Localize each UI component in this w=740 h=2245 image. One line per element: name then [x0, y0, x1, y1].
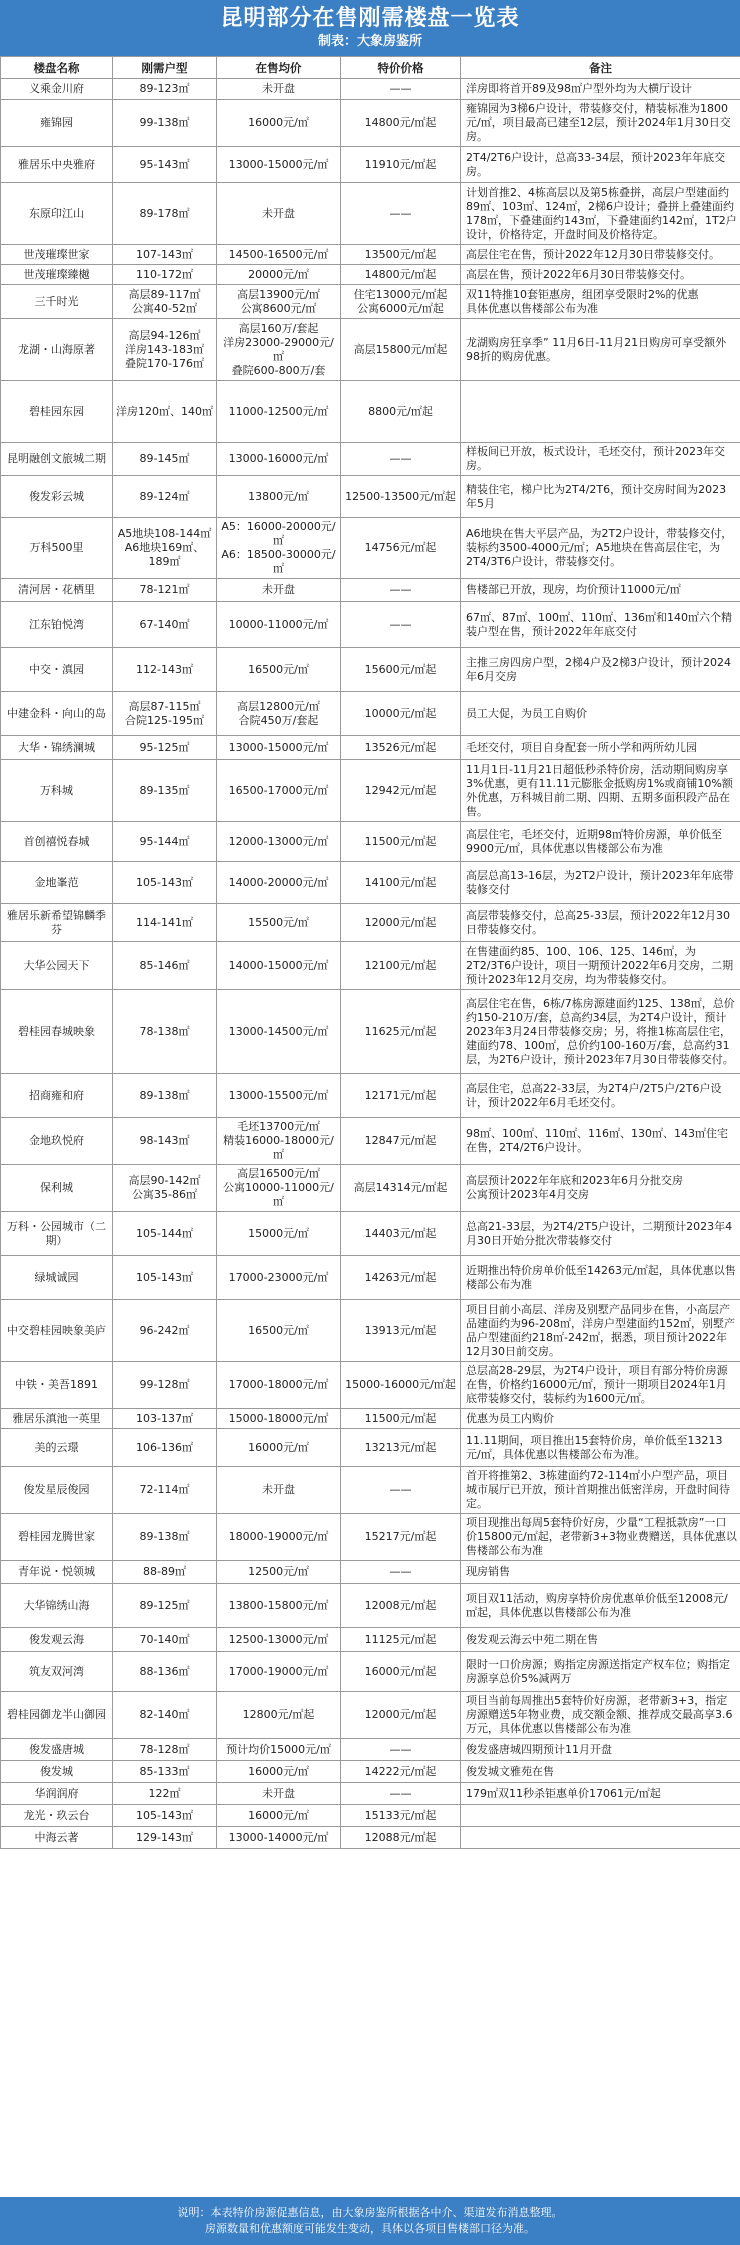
- avg-price-cell: 高层12800元/㎡ 合院450万/套起: [217, 692, 341, 736]
- unit-type-cell: 70-140㎡: [113, 1628, 217, 1652]
- table-row: [1, 518, 740, 579]
- avg-price-cell: 17000-23000元/㎡: [217, 1256, 341, 1300]
- special-price-cell: ——: [341, 1467, 461, 1514]
- table-row: [1, 476, 740, 518]
- unit-type-cell: 88-89㎡: [113, 1561, 217, 1584]
- table-row: [1, 602, 740, 648]
- unit-type-cell: 114-141㎡: [113, 904, 217, 942]
- column-header-name: 楼盘名称: [1, 57, 113, 79]
- note-cell: 项目现推出每周5套特价好房，少量“工程抵款房”一口价15800元/㎡起，老带新3+3物业费赠送，具体优惠以售楼部公布为准: [461, 1514, 740, 1561]
- special-price-cell: 12100元/㎡起: [341, 942, 461, 990]
- property-name-cell: 美的云璟: [1, 1429, 113, 1467]
- avg-price-cell: 12500元/㎡: [217, 1561, 341, 1584]
- avg-price-cell: 16500元/㎡: [217, 1300, 341, 1362]
- unit-type-cell: 98-143㎡: [113, 1118, 217, 1165]
- unit-type-cell: 89-138㎡: [113, 1514, 217, 1561]
- property-name-cell: 雅居乐滇池一英里: [1, 1409, 113, 1429]
- table-row: [1, 736, 740, 760]
- table-row: [1, 990, 740, 1074]
- property-name-cell: 碧桂园龙腾世家: [1, 1514, 113, 1561]
- avg-price-cell: 13000-14000元/㎡: [217, 1827, 341, 1849]
- avg-price-cell: 14000-20000元/㎡: [217, 862, 341, 904]
- table-row: [1, 1761, 740, 1783]
- special-price-cell: 14800元/㎡起: [341, 100, 461, 147]
- table-row: [1, 760, 740, 822]
- property-name-cell: 招商雍和府: [1, 1074, 113, 1118]
- special-price-cell: ——: [341, 183, 461, 245]
- unit-type-cell: 89-135㎡: [113, 760, 217, 822]
- special-price-cell: 11625元/㎡起: [341, 990, 461, 1074]
- special-price-cell: 住宅13000元/㎡起 公寓6000元/㎡起: [341, 285, 461, 319]
- unit-type-cell: 洋房120㎡、140㎡: [113, 381, 217, 443]
- special-price-cell: ——: [341, 1783, 461, 1805]
- property-name-cell: 万科・公园城市（二期）: [1, 1212, 113, 1256]
- unit-type-cell: 99-138㎡: [113, 100, 217, 147]
- special-price-cell: 14800元/㎡起: [341, 265, 461, 285]
- note-cell: 总高21-33层，为2T4/2T5户设计，二期预计2023年4月30日开始分批次带装修交付: [461, 1212, 740, 1256]
- special-price-cell: 高层15800元/㎡起: [341, 319, 461, 381]
- avg-price-cell: 12000-13000元/㎡: [217, 822, 341, 862]
- special-price-cell: ——: [341, 1561, 461, 1584]
- property-name-cell: 筑友双河湾: [1, 1652, 113, 1692]
- special-price-cell: 14756元/㎡起: [341, 518, 461, 579]
- avg-price-cell: 12500-13000元/㎡: [217, 1628, 341, 1652]
- note-cell: 俊发盛唐城四期预计11月开盘: [461, 1739, 740, 1761]
- unit-type-cell: 88-136㎡: [113, 1652, 217, 1692]
- property-name-cell: 雅居乐新希望锦麟季芬: [1, 904, 113, 942]
- property-name-cell: 中铁・美吾1891: [1, 1362, 113, 1409]
- property-name-cell: 大华锦绣山海: [1, 1584, 113, 1628]
- note-cell: 总层高28-29层，为2T4户设计，项目有部分特价房源在售，价格约16000元/㎡，预计一期项目2024年1月底带装修交付，装标约为1600元/㎡。: [461, 1362, 740, 1409]
- special-price-cell: 10000元/㎡起: [341, 692, 461, 736]
- table-row: [1, 79, 740, 100]
- table-row: [1, 1652, 740, 1692]
- unit-type-cell: 105-143㎡: [113, 1805, 217, 1827]
- note-cell: 售楼部已开放，现房，均价预计11000元/㎡: [461, 579, 740, 602]
- avg-price-cell: 13000-15000元/㎡: [217, 147, 341, 183]
- table-body: [1, 79, 740, 1849]
- table-row: [1, 1692, 740, 1739]
- special-price-cell: ——: [341, 602, 461, 648]
- property-name-cell: 中交碧桂园映象美庐: [1, 1300, 113, 1362]
- table-row: [1, 245, 740, 265]
- avg-price-cell: 13800元/㎡: [217, 476, 341, 518]
- property-name-cell: 大华・锦绣澜城: [1, 736, 113, 760]
- unit-type-cell: 89-125㎡: [113, 1584, 217, 1628]
- note-cell: 项目当前每周推出5套特价好房源，老带新3+3，指定房源赠送5年物业费，成交额金额、推荐成交最高享3.6万元，具体优惠以售楼部公布为准: [461, 1692, 740, 1739]
- unit-type-cell: 129-143㎡: [113, 1827, 217, 1849]
- note-cell: 在售建面约85、100、106、125、146㎡，为2T2/3T6户设计，项目一期预计2022年6月交房，二期预计2023年12月交房，均为带装修交付。: [461, 942, 740, 990]
- note-cell: 龙湖购房狂享季” 11月6日-11月21日购房可享受额外98折的购房优惠。: [461, 319, 740, 381]
- avg-price-cell: 16000元/㎡: [217, 1429, 341, 1467]
- avg-price-cell: A5：16000-20000元/㎡ A6：18500-30000元/㎡: [217, 518, 341, 579]
- avg-price-cell: 16500元/㎡: [217, 648, 341, 692]
- note-cell: 雍锦园为3梯6户设计，带装修交付，精装标准为1800元/㎡，项目最高已建至12层，预计2024年1月30日交房。: [461, 100, 740, 147]
- unit-type-cell: 78-128㎡: [113, 1739, 217, 1761]
- avg-price-cell: 17000-19000元/㎡: [217, 1652, 341, 1692]
- unit-type-cell: 89-145㎡: [113, 443, 217, 476]
- unit-type-cell: 89-138㎡: [113, 1074, 217, 1118]
- note-cell: 98㎡、100㎡、110㎡、116㎡、130㎡、143㎡住宅在售，2T4/2T6户设计。: [461, 1118, 740, 1165]
- property-name-cell: 世茂璀璨臻樾: [1, 265, 113, 285]
- note-cell: [461, 381, 740, 443]
- table-header-row: [1, 57, 740, 79]
- avg-price-cell: 15000元/㎡: [217, 1212, 341, 1256]
- column-header-special-price: 特价价格: [341, 57, 461, 79]
- special-price-cell: ——: [341, 579, 461, 602]
- note-cell: 精装住宅，梯户比为2T4/2T6，预计交房时间为2023年5月: [461, 476, 740, 518]
- note-cell: 高层住宅在售，6栋/7栋房源建面约125、138㎡，总价约150-210万/套，总高约34层，为2T4户设计，预计2023年3月24日带装修交房；另，将推1栋高层住宅，建面约78、100㎡，总价约100-160万/套，总高约31层，为2T6户设计，预计2023年7月30日带装修交付。: [461, 990, 740, 1074]
- table-row: [1, 692, 740, 736]
- special-price-cell: 高层14314元/㎡起: [341, 1165, 461, 1212]
- unit-type-cell: 107-143㎡: [113, 245, 217, 265]
- property-name-cell: 中建金科・向山的岛: [1, 692, 113, 736]
- unit-type-cell: 72-114㎡: [113, 1467, 217, 1514]
- property-name-cell: 龙湖・山海原著: [1, 319, 113, 381]
- unit-type-cell: 99-128㎡: [113, 1362, 217, 1409]
- avg-price-cell: 16000元/㎡: [217, 100, 341, 147]
- note-cell: A6地块在售大平层产品，为2T2户设计，带装修交付，装标约3500-4000元/㎡；A5地块在售高层住宅，为2T4/3T6户设计，带装修交付。: [461, 518, 740, 579]
- special-price-cell: 12171元/㎡起: [341, 1074, 461, 1118]
- special-price-cell: 13913元/㎡起: [341, 1300, 461, 1362]
- unit-type-cell: 67-140㎡: [113, 602, 217, 648]
- unit-type-cell: 110-172㎡: [113, 265, 217, 285]
- property-name-cell: 俊发城: [1, 1761, 113, 1783]
- property-name-cell: 雍锦园: [1, 100, 113, 147]
- special-price-cell: 11125元/㎡起: [341, 1628, 461, 1652]
- note-cell: 高层带装修交付，总高25-33层，预计2022年12月30日带装修交付。: [461, 904, 740, 942]
- special-price-cell: 13526元/㎡起: [341, 736, 461, 760]
- table-row: [1, 1165, 740, 1212]
- property-name-cell: 昆明融创文旅城二期: [1, 443, 113, 476]
- table-row: [1, 1074, 740, 1118]
- special-price-cell: ——: [341, 443, 461, 476]
- unit-type-cell: 95-144㎡: [113, 822, 217, 862]
- note-cell: 主推三房四房户型，2梯4户及2梯3户设计，预计2024年6月交房: [461, 648, 740, 692]
- special-price-cell: 15133元/㎡起: [341, 1805, 461, 1827]
- property-name-cell: 龙光・玖云台: [1, 1805, 113, 1827]
- unit-type-cell: 78-121㎡: [113, 579, 217, 602]
- table-row: [1, 1827, 740, 1849]
- unit-type-cell: 85-133㎡: [113, 1761, 217, 1783]
- unit-type-cell: 96-242㎡: [113, 1300, 217, 1362]
- avg-price-cell: 13000-15500元/㎡: [217, 1074, 341, 1118]
- table-row: [1, 1467, 740, 1514]
- property-name-cell: 绿城诚园: [1, 1256, 113, 1300]
- avg-price-cell: 15500元/㎡: [217, 904, 341, 942]
- special-price-cell: 14263元/㎡起: [341, 1256, 461, 1300]
- table-row: [1, 579, 740, 602]
- avg-price-cell: 未开盘: [217, 1783, 341, 1805]
- table-row: [1, 1118, 740, 1165]
- special-price-cell: 12500-13500元/㎡起: [341, 476, 461, 518]
- note-cell: [461, 1827, 740, 1849]
- unit-type-cell: 103-137㎡: [113, 1409, 217, 1429]
- special-price-cell: ——: [341, 1739, 461, 1761]
- special-price-cell: 12847元/㎡起: [341, 1118, 461, 1165]
- special-price-cell: 8800元/㎡起: [341, 381, 461, 443]
- note-cell: 毛坯交付，项目自身配套一所小学和两所幼儿园: [461, 736, 740, 760]
- property-name-cell: 青年说・悦领城: [1, 1561, 113, 1584]
- avg-price-cell: 13800-15800元/㎡: [217, 1584, 341, 1628]
- note-cell: 高层住宅，总高22-33层，为2T4户/2T5户/2T6户设计，预计2022年6月毛坯交付。: [461, 1074, 740, 1118]
- avg-price-cell: 未开盘: [217, 579, 341, 602]
- table-row: [1, 319, 740, 381]
- unit-type-cell: 106-136㎡: [113, 1429, 217, 1467]
- avg-price-cell: 预计均价15000元/㎡: [217, 1739, 341, 1761]
- note-cell: 现房销售: [461, 1561, 740, 1584]
- unit-type-cell: 高层94-126㎡ 洋房143-183㎡ 叠院170-176㎡: [113, 319, 217, 381]
- note-cell: 洋房即将首开89及98㎡户型外均为大横厅设计: [461, 79, 740, 100]
- unit-type-cell: 105-143㎡: [113, 1256, 217, 1300]
- column-header-type: 刚需户型: [113, 57, 217, 79]
- avg-price-cell: 20000元/㎡: [217, 265, 341, 285]
- table-row: [1, 265, 740, 285]
- property-name-cell: 义乘金川府: [1, 79, 113, 100]
- table-row: [1, 942, 740, 990]
- table-row: [1, 1584, 740, 1628]
- property-name-cell: 金地玖悦府: [1, 1118, 113, 1165]
- note-cell: 179㎡双11秒杀钜惠单价17061元/㎡起: [461, 1783, 740, 1805]
- special-price-cell: 12942元/㎡起: [341, 760, 461, 822]
- column-header-avg-price: 在售均价: [217, 57, 341, 79]
- column-header-note: 备注: [461, 57, 740, 79]
- note-cell: [461, 1805, 740, 1827]
- table-row: [1, 100, 740, 147]
- note-cell: 俊发观云海云中苑二期在售: [461, 1628, 740, 1652]
- footer-note-2: 房源数量和优惠额度可能发生变动，具体以各项目售楼部口径为准。: [205, 2222, 535, 2235]
- table-row: [1, 822, 740, 862]
- table-row: [1, 1409, 740, 1429]
- special-price-cell: 13213元/㎡起: [341, 1429, 461, 1467]
- table-row: [1, 1805, 740, 1827]
- note-cell: 项目双11活动，购房享特价房优惠单价低至12008元/㎡起，具体优惠以售楼部公布为准: [461, 1584, 740, 1628]
- unit-type-cell: A5地块108-144㎡ A6地块169㎡、189㎡: [113, 518, 217, 579]
- special-price-cell: 14100元/㎡起: [341, 862, 461, 904]
- special-price-cell: 14222元/㎡起: [341, 1761, 461, 1783]
- avg-price-cell: 10000-11000元/㎡: [217, 602, 341, 648]
- avg-price-cell: 15000-18000元/㎡: [217, 1409, 341, 1429]
- table-row: [1, 862, 740, 904]
- avg-price-cell: 16000元/㎡: [217, 1761, 341, 1783]
- note-cell: 11.11期间，项目推出15套特价房，单价低至13213元/㎡，具体优惠以售楼部公布为准。: [461, 1429, 740, 1467]
- property-table: [0, 56, 740, 1849]
- avg-price-cell: 11000-12500元/㎡: [217, 381, 341, 443]
- special-price-cell: 12088元/㎡起: [341, 1827, 461, 1849]
- note-cell: 计划首推2、4栋高层以及第5栋叠拼，高层户型建面约89㎡、103㎡、124㎡，2梯6户设计；叠拼上叠建面约178㎡，下叠建面约143㎡，下叠建面约142㎡，1T2户设计，价格待定，开盘时间及价格待定。: [461, 183, 740, 245]
- page-subtitle: 制表：大象房鉴所: [317, 34, 422, 49]
- avg-price-cell: 未开盘: [217, 183, 341, 245]
- note-cell: 11月1日-11月21日超低秒杀特价房，活动期间购房享3%优惠，更有11.11元膨胀金抵购房1%或商铺10%额外优惠，万科城目前二期、四期、五期多面积段产品在售。: [461, 760, 740, 822]
- note-cell: 67㎡、87㎡、100㎡、110㎡、136㎡和140㎡六个精装户型在售，预计2022年年底交付: [461, 602, 740, 648]
- avg-price-cell: 未开盘: [217, 1467, 341, 1514]
- special-price-cell: 12000元/㎡起: [341, 1692, 461, 1739]
- property-name-cell: 世茂璀璨世家: [1, 245, 113, 265]
- unit-type-cell: 95-125㎡: [113, 736, 217, 760]
- avg-price-cell: 13000-16000元/㎡: [217, 443, 341, 476]
- avg-price-cell: 13000-14500元/㎡: [217, 990, 341, 1074]
- note-cell: 样板间已开放，板式设计，毛坯交付，预计2023年交房。: [461, 443, 740, 476]
- unit-type-cell: 高层87-115㎡ 合院125-195㎡: [113, 692, 217, 736]
- property-name-cell: 金地峯范: [1, 862, 113, 904]
- special-price-cell: 15600元/㎡起: [341, 648, 461, 692]
- property-name-cell: 俊发星辰俊园: [1, 1467, 113, 1514]
- page-title: 昆明部分在售刚需楼盘一览表: [220, 6, 520, 31]
- special-price-cell: 15000-16000元/㎡起: [341, 1362, 461, 1409]
- table-row: [1, 1514, 740, 1561]
- avg-price-cell: 16500-17000元/㎡: [217, 760, 341, 822]
- avg-price-cell: 12800元/㎡起: [217, 1692, 341, 1739]
- table-row: [1, 1561, 740, 1584]
- property-name-cell: 万科500里: [1, 518, 113, 579]
- property-name-cell: 碧桂园御龙半山御园: [1, 1692, 113, 1739]
- table-row: [1, 443, 740, 476]
- property-name-cell: 雅居乐中央雅府: [1, 147, 113, 183]
- table-row: [1, 904, 740, 942]
- note-cell: 高层在售，预计2022年6月30日带装修交付。: [461, 265, 740, 285]
- footer-note-1: 说明：本表特价房源促惠信息，由大象房鉴所根据各中介、渠道发布消息整理。: [177, 2206, 563, 2219]
- property-name-cell: 清河居・花栖里: [1, 579, 113, 602]
- special-price-cell: 12000元/㎡起: [341, 904, 461, 942]
- special-price-cell: 12008元/㎡起: [341, 1584, 461, 1628]
- unit-type-cell: 122㎡: [113, 1783, 217, 1805]
- footer-banner: [0, 2197, 740, 2245]
- note-cell: 高层住宅在售，预计2022年12月30日带装修交付。: [461, 245, 740, 265]
- unit-type-cell: 89-178㎡: [113, 183, 217, 245]
- avg-price-cell: 毛坯13700元/㎡ 精装16000-18000元/㎡: [217, 1118, 341, 1165]
- note-cell: 俊发城文雅苑在售: [461, 1761, 740, 1783]
- table-row: [1, 1429, 740, 1467]
- note-cell: 高层住宅，毛坯交付，近期98㎡特价房源，单价低至9900元/㎡，具体优惠以售楼部公布为准: [461, 822, 740, 862]
- table-row: [1, 1212, 740, 1256]
- note-cell: 项目目前小高层、洋房及别墅产品同步在售，小高层产品建面约为96-208㎡，洋房户型建面约152㎡，别墅产品户型建面约218㎡-242㎡，据悉，项目预计2022年12月30日前交房。: [461, 1300, 740, 1362]
- special-price-cell: 15217元/㎡起: [341, 1514, 461, 1561]
- property-name-cell: 万科城: [1, 760, 113, 822]
- table-row: [1, 1783, 740, 1805]
- property-name-cell: 俊发观云海: [1, 1628, 113, 1652]
- avg-price-cell: 14500-16500元/㎡: [217, 245, 341, 265]
- avg-price-cell: 17000-18000元/㎡: [217, 1362, 341, 1409]
- property-name-cell: 首创禧悦春城: [1, 822, 113, 862]
- property-name-cell: 华润润府: [1, 1783, 113, 1805]
- table-row: [1, 1628, 740, 1652]
- header-banner: [0, 0, 740, 56]
- property-name-cell: 中海云著: [1, 1827, 113, 1849]
- table-row: [1, 1739, 740, 1761]
- special-price-cell: 11500元/㎡起: [341, 822, 461, 862]
- property-name-cell: 江东铂悦湾: [1, 602, 113, 648]
- unit-type-cell: 85-146㎡: [113, 942, 217, 990]
- table-row: [1, 285, 740, 319]
- property-name-cell: 俊发彩云城: [1, 476, 113, 518]
- avg-price-cell: 高层16500元/㎡ 公寓10000-11000元/㎡: [217, 1165, 341, 1212]
- note-cell: 高层预计2022年年底和2023年6月分批交房 公寓预计2023年4月交房: [461, 1165, 740, 1212]
- unit-type-cell: 78-138㎡: [113, 990, 217, 1074]
- table-row: [1, 1300, 740, 1362]
- unit-type-cell: 112-143㎡: [113, 648, 217, 692]
- table-row: [1, 381, 740, 443]
- property-name-cell: 中交・滇园: [1, 648, 113, 692]
- unit-type-cell: 89-124㎡: [113, 476, 217, 518]
- table-row: [1, 1362, 740, 1409]
- special-price-cell: 11910元/㎡起: [341, 147, 461, 183]
- property-name-cell: 碧桂园春城映象: [1, 990, 113, 1074]
- avg-price-cell: 高层160万/套起 洋房23000-29000元/㎡ 叠院600-800万/套: [217, 319, 341, 381]
- property-name-cell: 东原印江山: [1, 183, 113, 245]
- avg-price-cell: 未开盘: [217, 79, 341, 100]
- avg-price-cell: 13000-15000元/㎡: [217, 736, 341, 760]
- unit-type-cell: 105-144㎡: [113, 1212, 217, 1256]
- avg-price-cell: 16000元/㎡: [217, 1805, 341, 1827]
- unit-type-cell: 高层89-117㎡ 公寓40-52㎡: [113, 285, 217, 319]
- special-price-cell: ——: [341, 79, 461, 100]
- note-cell: 优惠为员工内购价: [461, 1409, 740, 1429]
- note-cell: 高层总高13-16层，为2T2户设计，预计2023年年底带装修交付: [461, 862, 740, 904]
- note-cell: 员工大促，为员工自购价: [461, 692, 740, 736]
- property-name-cell: 保利城: [1, 1165, 113, 1212]
- unit-type-cell: 95-143㎡: [113, 147, 217, 183]
- note-cell: 2T4/2T6户设计，总高33-34层，预计2023年年底交房。: [461, 147, 740, 183]
- table-row: [1, 648, 740, 692]
- note-cell: 首开将推第2、3栋建面约72-114㎡小户型产品，项目城市展厅已开放，预计首期推出低密洋房，开盘时间待定。: [461, 1467, 740, 1514]
- unit-type-cell: 105-143㎡: [113, 862, 217, 904]
- note-cell: 近期推出特价房单价低至14263元/㎡起，具体优惠以售楼部公布为准: [461, 1256, 740, 1300]
- special-price-cell: 11500元/㎡起: [341, 1409, 461, 1429]
- table-row: [1, 1256, 740, 1300]
- avg-price-cell: 18000-19000元/㎡: [217, 1514, 341, 1561]
- property-name-cell: 俊发盛唐城: [1, 1739, 113, 1761]
- unit-type-cell: 89-123㎡: [113, 79, 217, 100]
- special-price-cell: 13500元/㎡起: [341, 245, 461, 265]
- note-cell: 双11特推10套钜惠房，组团享受限时2%的优惠 具体优惠以售楼部公布为准: [461, 285, 740, 319]
- property-name-cell: 大华公园天下: [1, 942, 113, 990]
- note-cell: 限时一口价房源；购指定房源送指定产权车位；购指定房源享总价5%减两万: [461, 1652, 740, 1692]
- unit-type-cell: 82-140㎡: [113, 1692, 217, 1739]
- table-row: [1, 147, 740, 183]
- property-name-cell: 碧桂园东园: [1, 381, 113, 443]
- special-price-cell: 14403元/㎡起: [341, 1212, 461, 1256]
- property-name-cell: 三千时光: [1, 285, 113, 319]
- special-price-cell: 16000元/㎡起: [341, 1652, 461, 1692]
- avg-price-cell: 14000-15000元/㎡: [217, 942, 341, 990]
- unit-type-cell: 高层90-142㎡ 公寓35-86㎡: [113, 1165, 217, 1212]
- avg-price-cell: 高层13900元/㎡ 公寓8600元/㎡: [217, 285, 341, 319]
- table-row: [1, 183, 740, 245]
